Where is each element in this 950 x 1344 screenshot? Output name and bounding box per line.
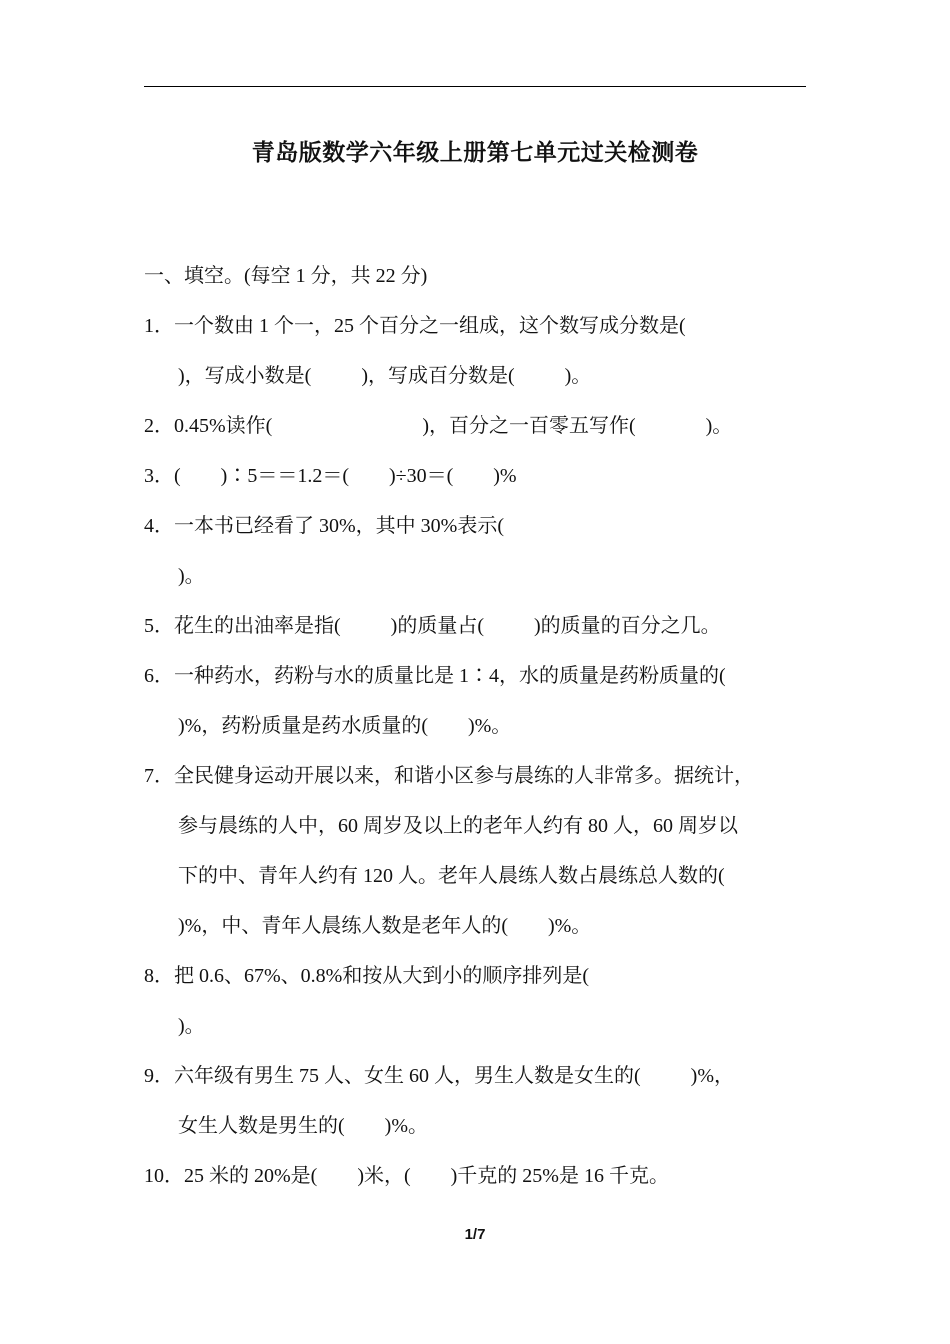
- question-10: 10．25 米的 20%是( )米，( )千克的 25%是 16 千克。: [144, 1165, 669, 1187]
- page-title: 青岛版数学六年级上册第七单元过关检测卷: [251, 140, 699, 166]
- section-heading: 一、填空。(每空 1 分，共 22 分): [144, 265, 428, 287]
- question-1-line-2: )，写成小数是( )，写成百分数是( )。: [178, 365, 592, 387]
- question-1-line-1: 1．一个数由 1 个一，25 个百分之一组成，这个数写成分数是(: [144, 315, 686, 337]
- question-7-line-3: 下的中、青年人约有 120 人。老年人晨练人数占晨练总人数的(: [178, 865, 725, 887]
- header-rule: [144, 86, 806, 87]
- question-7-line-4: )%，中、青年人晨练人数是老年人的( )%。: [178, 915, 592, 937]
- question-7-line-1: 7．全民健身运动开展以来，和谐小区参与晨练的人非常多。据统计，: [144, 765, 754, 787]
- question-4-line-1: 4．一本书已经看了 30%，其中 30%表示(: [144, 515, 504, 537]
- question-9-line-2: 女生人数是男生的( )%。: [178, 1115, 428, 1137]
- question-9-line-1: 9．六年级有男生 75 人、女生 60 人，男生人数是女生的( )%，: [144, 1065, 734, 1087]
- question-6-line-2: )%，药粉质量是药水质量的( )%。: [178, 715, 512, 737]
- question-2: 2．0.45%读作( )，百分之一百零五写作( )。: [144, 415, 733, 437]
- question-7-line-2: 参与晨练的人中，60 周岁及以上的老年人约有 80 人，60 周岁以: [178, 815, 738, 837]
- question-4-line-2: )。: [178, 565, 205, 587]
- question-6-line-1: 6．一种药水，药粉与水的质量比是 1∶4，水的质量是药粉质量的(: [144, 665, 726, 687]
- question-3: 3．( )∶5＝＝1.2＝( )÷30＝( )%: [144, 465, 517, 487]
- page-number: 1/7: [464, 1226, 486, 1243]
- question-8-line-2: )。: [178, 1015, 205, 1037]
- question-5: 5．花生的出油率是指( )的质量占( )的质量的百分之几。: [144, 615, 721, 637]
- question-8-line-1: 8．把 0.6、67%、0.8%和按从大到小的顺序排列是(: [144, 965, 589, 987]
